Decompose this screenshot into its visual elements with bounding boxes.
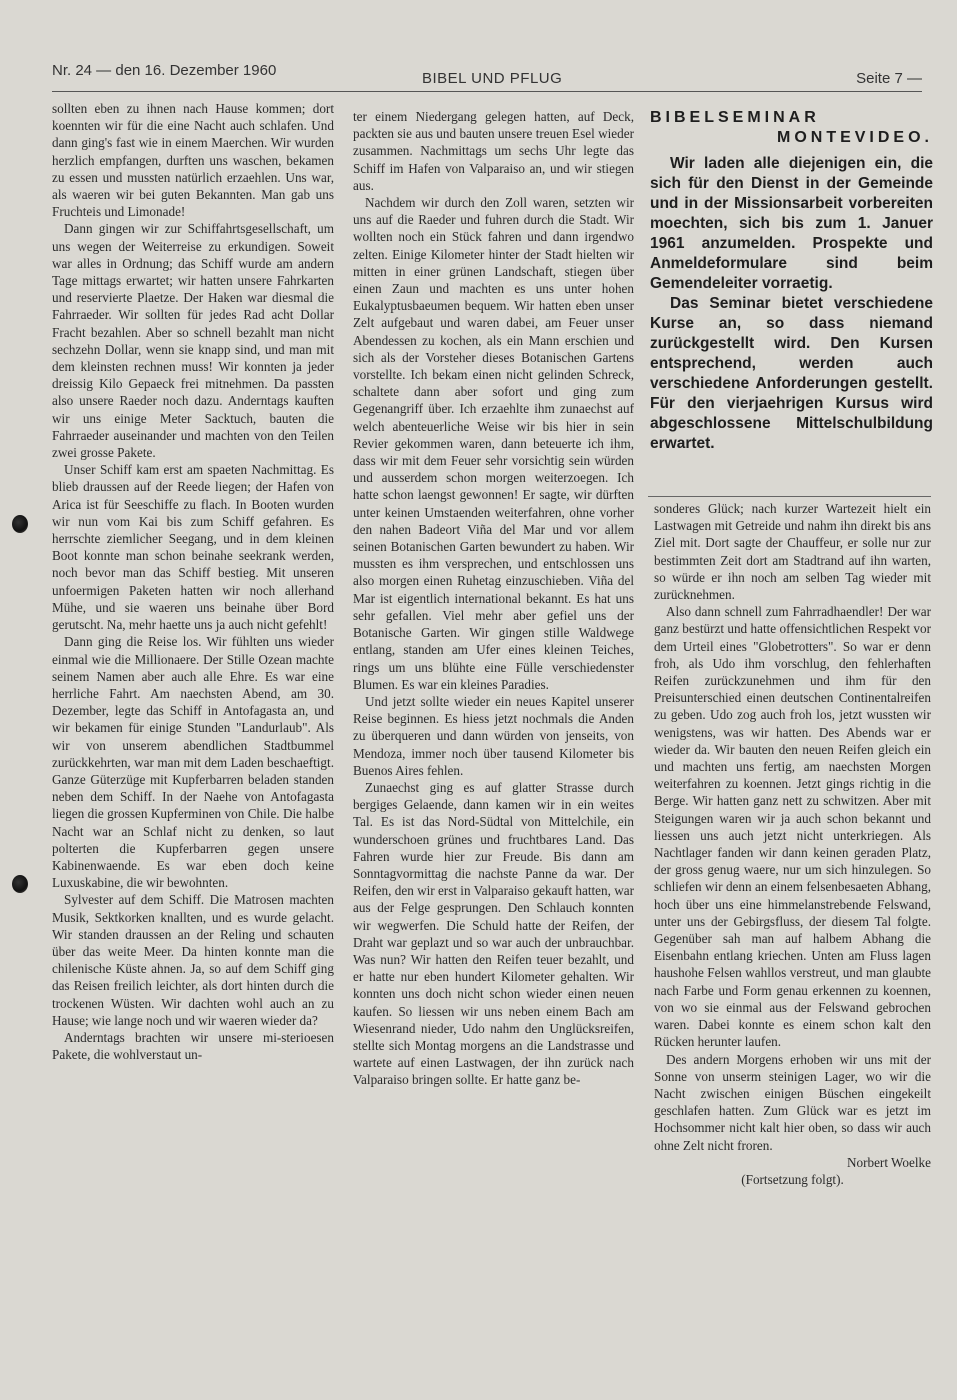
author-signature: Norbert Woelke (846, 1154, 931, 1170)
notice-paragraph: Wir laden alle diejenigen ein, die sich für den Dienst in der Gemeinde und in der Missionsarbeit vorbereiten moechten, sich bis zum 1. Januer 1961 anzumelden. Prospekte und Anmeldeformulare sind beim Gemendeleiter vorraetig. (650, 155, 933, 292)
seminar-notice (650, 108, 933, 454)
punch-hole (12, 515, 28, 533)
page-number: Seite 7 — (856, 70, 922, 87)
issue-date: Nr. 24 — den 16. Dezember 1960 (52, 62, 277, 79)
header-rule (52, 91, 922, 92)
notice-subtitle: MONTEVIDEO. (776, 129, 933, 146)
paragraph: Nachdem wir durch den Zoll waren, setzten wir uns auf die Raeder und fuhren durch die Stadt. Wir wollten noch ein Stück fahren und dann irgendwo zelten. Einige Kilometer hinter der Stadt hielten wir mitten in einer grünen Landschaft, stiegen über einen Zaun und machten es uns unter hohen Eukalyptusbaeumen bequem. Wir hatten eben unser Zelt aufgebaut und waren dabei, am Feuer unser Abendessen zu kochen, als ein Mann erschien und sich als der Vorsteher dieses Botanischen Gartens vorstellte. Ich bekam einen nicht gelinden Schreck, schaltete dann aber sofort und ging zum Gegenangriff über. Ich erzaehlte ihm zunaechst auf welch abenteuerliche Weise wir bis hier in sein Revier gekommen waren, dann beteuerte ich ihm, dass wir mit dem Feuer sehr vorsichtig sein würden und ausserdem schon morgen weiterzoegen. Ich hatte schon laengst gewonnen! Er sagte, wir dürften unter keinen Umstaenden weiterfahren, ohne vorher den nahen Badeort Viña del Mar und vor allem seinen Botanischen Garten bewundert zu haben. Wir mussten es ihm versprechen, und entschlossen uns also morgen einen Ruhetag einzuschieben. Viña del Mar ist eigentlich international bekannt. Es hat uns sehr gefallen. Viel mehr aber gefiel uns der Botanische Garten. Wir gingen stille Waldwege entlang, standen am Ufer eines kleinen Teiches, rings um uns blühte eine Fülle verschiedenster Blumen. Es war ein kleines Paradies. (353, 195, 634, 692)
paragraph: sonderes Glück; nach kurzer Wartezeit hielt ein Lastwagen mit Getreide und nahm ihn direkt bis ans Ziel mit. Dort sagte der Chauffeur, er solle nur zur bestimmten Zeit dort am Stadtrand auf ihn warten, so würde er ihn noch am selben Tag wieder mit zurücknehmen. (654, 501, 931, 603)
article-column-2 (353, 108, 634, 1358)
paragraph: sollten eben zu ihnen nach Hause kommen; dort koennten wir für die eine Nacht auch schlafen. Und dann ging's fast wie in einem Maerchen. Wir wurden herzlich empfangen, durften uns waschen, bekamen zu essen und mussten natürlich erzaehlen. Uns war, als waeren wir bei guten Bekannten. Man gab uns Fruchteis und Limonade! (52, 101, 334, 220)
publication-title: BIBEL UND PFLUG (422, 70, 563, 87)
paragraph: Zunaechst ging es auf glatter Strasse durch bergiges Gelaende, dann kamen wir in ein weites Tal. Es ist das Nord-Südtal von Mittelchile, ein wunderschoen grünes und fruchtbares Land. Das Fahren wurde hier zur Freude. Bis dann am Sonntagvormittag die nachste Panne da war. Der Reifen, den wir erst in Valparaiso gekauft hatten, war aus der Felge gesprungen. Den Schlauch konnten wir wegwerfen. Die Schuld hatte der Reifen, der Draht war geplazt und so war auch der unbrauchbar. Was nun? Wir hatten den Reifen teuer bezahlt, und er hatte nur eben hundert Kilometer gehalten. Wir konnten uns doch nicht schon wieder einen neuen kaufen. So liessen wir uns neben einem Bach am Wiesenrand nieder, Udo nahm den Unglücksreifen, stellte sich Montag morgens an die Landstrasse und wartete auf einen Lastwagen, der ihn zurück nach Valparaiso bringen sollte. Er hatte ganz be- (353, 779, 634, 1088)
paragraph: Sylvester auf dem Schiff. Die Matrosen machten Musik, Sektkorken knallten, und es wurde gelacht. Wir standen draussen an der Reling und schauten über das weite Meer. Da hinten konnte man die chilenische Küste ahnen. Ja, so auf dem Schiff ging das Reisen freilich leichter, als dort hinten durch die trockenen Wüsten. Wir dachten wohl auch an zu Hause; wie lange noch und wir waeren wieder da? (52, 892, 334, 1028)
continued-note: (Fortsetzung folgt). (741, 1171, 844, 1187)
notice-paragraph: Das Seminar bietet verschiedene Kurse an, so dass niemand zurückgestellt wird. Den Kursen entsprechend, werden auch verschiedene Anforderungen gestellt. Für den vierjaehrigen Kursus wird abgeschlossene Mittelschulbildung erwartet. (650, 295, 933, 452)
article-column-3 (654, 500, 931, 1360)
notice-title: BIBELSEMINAR (650, 109, 820, 126)
article-column-1 (52, 100, 334, 1360)
paragraph: Also dann schnell zum Fahrradhaendler! Der war ganz bestürzt und hatte offensichtlichen Respekt vor dem Urteil eines "Globetrotters". So war er denn froh, als Udo ihm vorschlug, den fehlerhaften Reifen zurückzunehmen und ihm für den Preisunterschied einen deutschen Continentalreifen zu geben. Udo zog auch froh los, jetzt wussten wir wenigstens, was wir hatten. Des Abends war er wieder da. Wir bauten den neuen Reifen gleich ein und machten uns fertig, am naechsten Morgen weiterfahren zu koennen. Jetzt gings richtig in die Berge. Wir hatten ganz nett zu schwitzen. Aber mit Steigungen waren wir ja auch schon bekannt und liessen uns auch jetzt nicht unterkriegen. Als Nachtlager fanden wir dann keinen geraden Platz, der gross genug waere, nur um sich hinzulegen. So schliefen wir denn an einem felsenbesaeten Abhang, hoch über uns eine himmelanstrebende Felswand, unter uns der Gebirgsfluss, der diesem Tal folgte. Gegenüber sah man auf halbem Abhang die Eisenbahn entlang kriechen. Unten am Fluss lagen haushohe Felsen wahllos verstreut, und man glaubte nach Farbe und Form genau erkennen zu koennen, von wo sie einmal aus der Felswand gebrochen waren. Dabei konnte es einem schon kalt den Rücken herunter laufen. (654, 604, 931, 1050)
paragraph: ter einem Niedergang gelegen hatten, auf Deck, packten sie aus und bauten unsere treuen Esel wieder zusammen. Nachmittags um sechs Uhr legte das Schiff im Hafen von Valparaiso an, und wir stiegen aus. (353, 109, 634, 193)
paragraph: Und jetzt sollte wieder ein neues Kapitel unserer Reise beginnen. Es hiess jetzt nochmals die Anden zu überqueren und dann würden von jenseits, von Mendoza, immer noch über tausend Kilometer bis Buenos Aires fehlen. (353, 693, 634, 778)
paragraph: Unser Schiff kam erst am spaeten Nachmittag. Es blieb draussen auf der Reede liegen; der Hafen von Arica ist für Seeschiffe zu flach. In Booten wurden wir nun vom Kai bis zum Schiff gefahren. Es herrschte ziemlicher Seegang, und in dem kleinen Boot konnte man schon beinahe seekrank werden, noch bevor man das Schiff bestieg. Mit unseren unfoermigen Paketen hatten wir noch allerhand Mühe, und sie waeren uns beinahe über Bord gerutscht. Na, mehr haette uns ja auch nicht gefehlt! (52, 462, 334, 633)
paragraph: Des andern Morgens erhoben wir uns mit der Sonne von unserm steinigen Lager, wo wir die Nacht zwischen einigen Büschen eingekeilt geschlafen hatten. Zum Glück war es jetzt im Hochsommer nicht kalt hier oben, so dass wir auch ohne Zelt nicht froren. (654, 1051, 931, 1153)
paragraph: Dann gingen wir zur Schiffahrtsgesellschaft, um uns wegen der Weiterreise zu erkundigen. Soweit war alles in Ordnung; das Schiff wurde am andern Tage mittags erwartet; wir hatten unsere Fahrkarten und reservierte Plaetze. Der Haken war diesmal die Fahrraeder. Wir sollten für jedes Rad acht Dollar Fracht bezahlen. Aber so schnell bezahlt man nicht sechzehn Dollar, wenn sie knapp sind, und man mit dem kleinsten rechnen muss! Wir konnten ja jeder dreissig Kilo Gepaeck frei mitnehmen. Da passten also unsere Raeder noch dazu. Anderntags kauften wir uns einige Meter Sacktuch, bauten die Fahrraeder auseinander und machten von den Teilen zwei grosse Pakete. (52, 221, 334, 461)
section-divider (648, 496, 931, 497)
paragraph: Dann ging die Reise los. Wir fühlten uns wieder einmal wie die Millionaere. Der Stille Ozean machte seinem Namen aber auch alle Ehre. Es war eine herrliche Fahrt. Am naechsten Abend, am 30. Dezember, legte das Schiff in Antofagasta an, und wir bekamen für einige Stunden "Landurlaub". Als wir von unserem abendlichen Stadtbummel zurückkehrten, war man mit dem Laden beschaeftigt. Ganze Güterzüge mit Kupferbarren beladen standen neben dem Schiff. In der Naehe von Antofagasta liegen die grossen Kupferminen von Chile. Die halbe Nacht war an Schlaf nicht zu denken, so laut polterten die Kupferbarren gegen unsere Kabinenwaende. Es war eben doch keine Luxuskabine, die wir bewohnten. (52, 634, 334, 891)
paragraph: Anderntags brachten wir unsere mi-sterioesen Pakete, die wohlverstaut un- (52, 1029, 334, 1063)
page-header (52, 62, 922, 92)
punch-hole (12, 875, 28, 893)
